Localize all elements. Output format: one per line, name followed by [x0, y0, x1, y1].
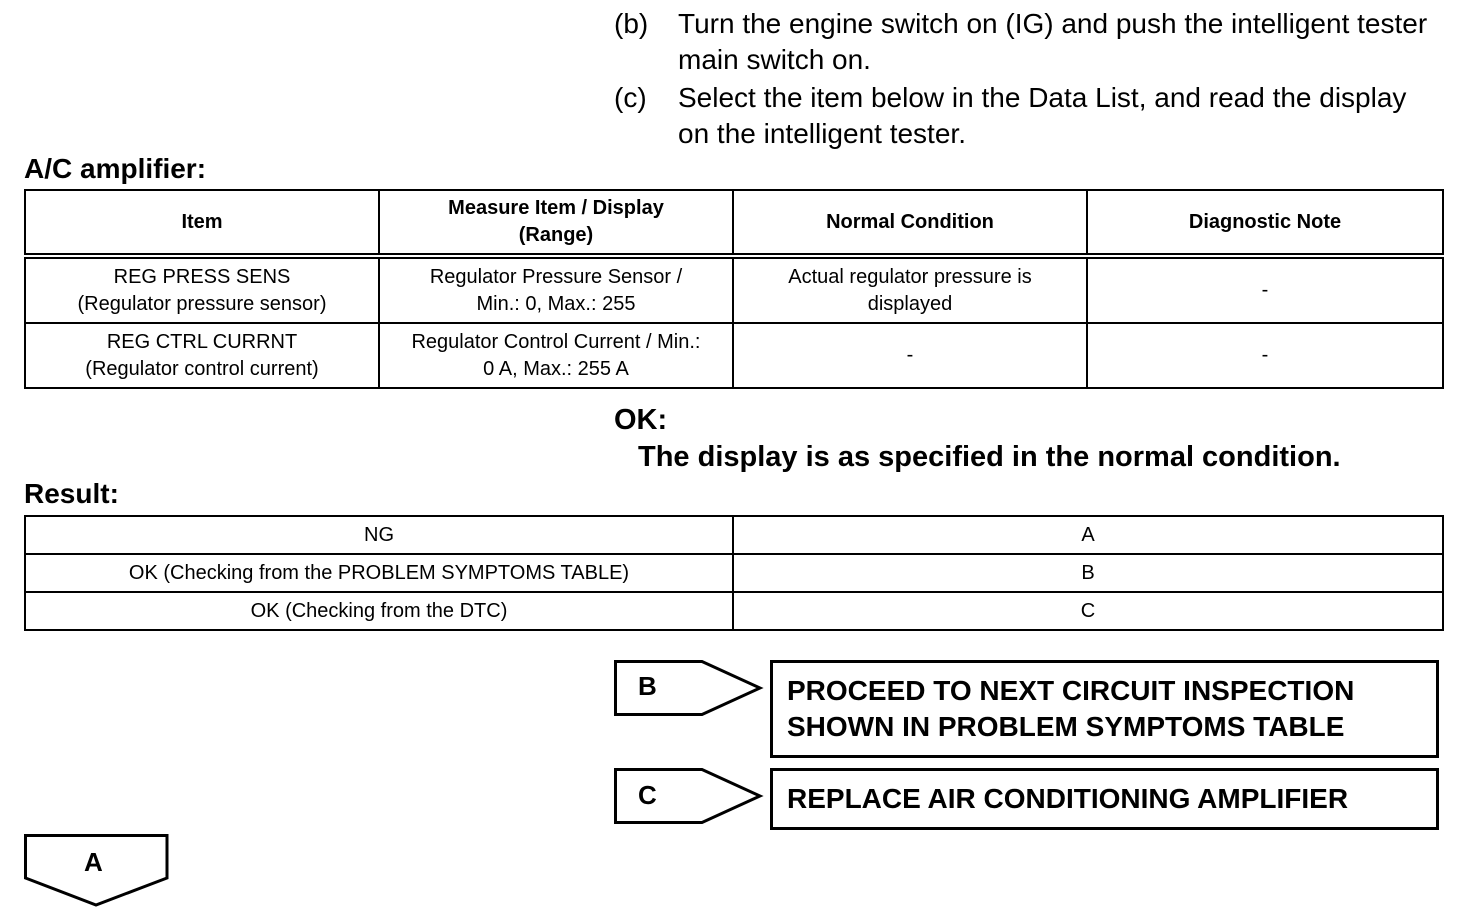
table-cell: REG CTRL CURRNT (Regulator control current): [25, 323, 379, 388]
step-c-text: Select the item below in the Data List, and read the display on the intelligent tester.: [678, 82, 1407, 149]
table-cell: OK (Checking from the DTC): [25, 592, 733, 630]
table-cell: -: [733, 323, 1087, 388]
header-measure-item: Measure Item / Display (Range): [379, 190, 733, 256]
table-cell: OK (Checking from the PROBLEM SYMPTOMS TABLE): [25, 554, 733, 592]
branch-b-action-box: PROCEED TO NEXT CIRCUIT INSPECTION SHOWN IN PROBLEM SYMPTOMS TABLE: [770, 660, 1439, 758]
header-diagnostic-note: Diagnostic Note: [1087, 190, 1443, 256]
header-normal-condition: Normal Condition: [733, 190, 1087, 256]
ac-amplifier-heading: A/C amplifier:: [24, 153, 207, 184]
branch-c-arrow-icon: [614, 768, 764, 828]
table-row: [25, 516, 1443, 554]
table-cell: A: [733, 516, 1443, 554]
result-heading: Result:: [24, 478, 119, 509]
step-c-label: (c): [614, 82, 647, 113]
ok-condition-text: The display is as specified in the normal condition.: [638, 441, 1341, 473]
branch-c-letter: C: [638, 780, 657, 810]
table-row: [25, 256, 1443, 323]
branch-b-letter: B: [638, 671, 657, 701]
table-cell: B: [733, 554, 1443, 592]
table-row: [25, 592, 1443, 630]
branch-c-action-box: REPLACE AIR CONDITIONING AMPLIFIER: [770, 768, 1439, 830]
step-b-text: Turn the engine switch on (IG) and push the intelligent tester main switch on.: [678, 8, 1428, 75]
table-cell: Actual regulator pressure is displayed: [733, 256, 1087, 323]
table-cell: Regulator Control Current / Min.: 0 A, Max.: 255 A: [379, 323, 733, 388]
table-cell: -: [1087, 256, 1443, 323]
table-row: [25, 323, 1443, 388]
ok-label: OK:: [614, 404, 668, 436]
table-cell: Regulator Pressure Sensor / Min.: 0, Max.: 255: [379, 256, 733, 323]
ac-amplifier-table: [24, 189, 1444, 389]
table-cell: REG PRESS SENS (Regulator pressure sensor): [25, 256, 379, 323]
header-item: Item: [25, 190, 379, 256]
step-b-label: (b): [614, 8, 649, 39]
next-step-a-letter: A: [84, 847, 103, 877]
table-row: [25, 554, 1443, 592]
branch-b-arrow-icon: [614, 660, 764, 720]
result-table: [24, 515, 1444, 631]
table-cell: C: [733, 592, 1443, 630]
table-cell: -: [1087, 323, 1443, 388]
table-cell: NG: [25, 516, 733, 554]
table-header-row: [25, 190, 1443, 256]
